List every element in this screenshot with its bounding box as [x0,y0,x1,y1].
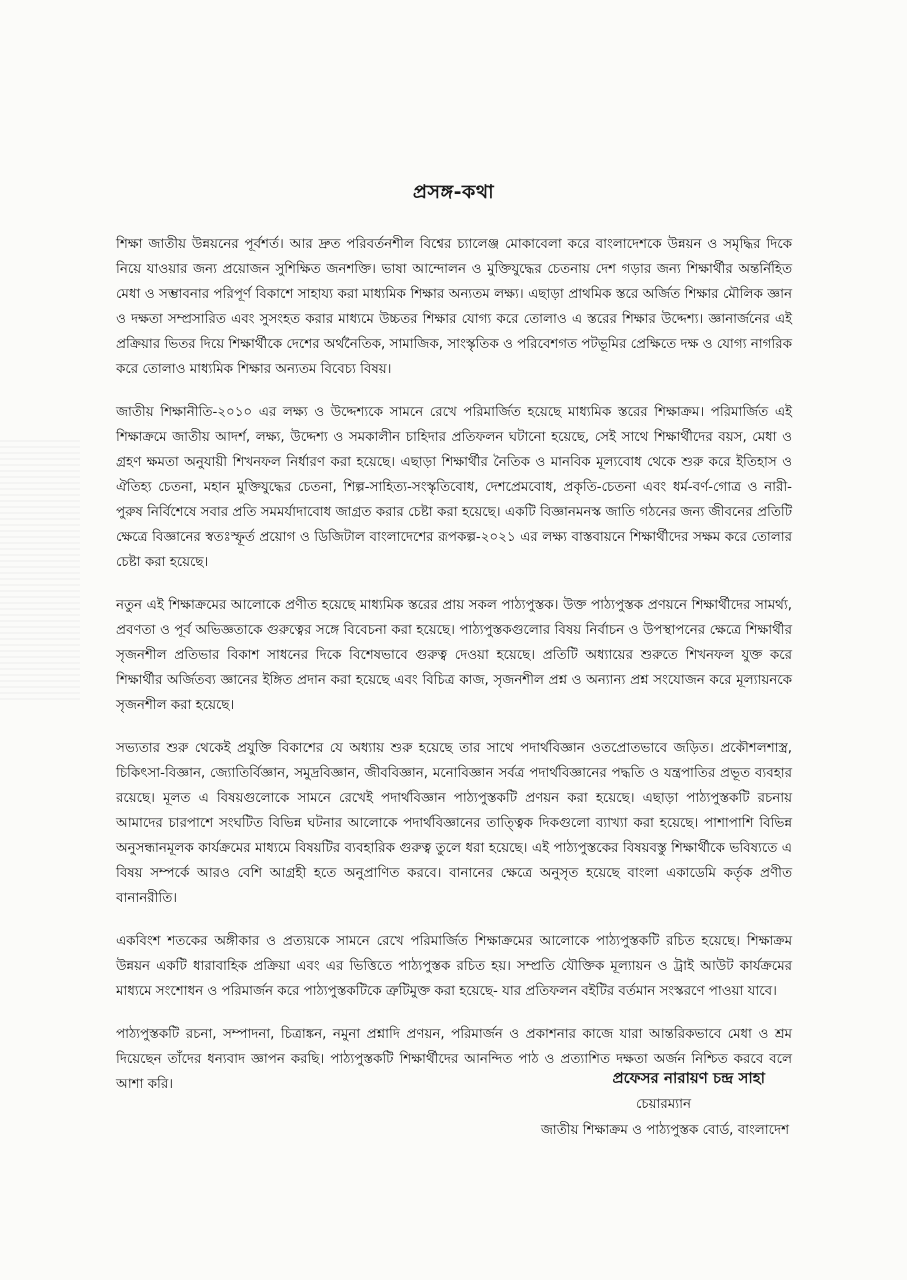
body-text [116,232,792,1115]
signatory-role: চেয়ারম্যান [636,1097,691,1112]
paragraph-2: জাতীয় শিক্ষানীতি-২০১০ এর লক্ষ্য ও উদ্দেশ্যকে সামনে রেখে পরিমার্জিত হয়েছে মাধ্যমিক স্তরের শিক্ষাক্রম। পরিমার্জিত এই শিক্ষাক্রমে জাতীয় আদর্শ, লক্ষ্য, উদ্দেশ্য ও সমকালীন চাহিদার প্রতিফলন ঘটানো হয়েছে, সেই সাথে শিক্ষার্থীদের বয়স, মেধা ও গ্রহণ ক্ষমতা অনুযায়ী শিখনফল নির্ধারণ করা হয়েছে। এছাড়া শিক্ষার্থীর নৈতিক ও মানবিক মূল্যবোধ থেকে শুরু করে ইতিহাস ও ঐতিহ্য চেতনা, মহান মুক্তিযুদ্ধের চেতনা, শিল্প-সাহিত্য-সংস্কৃতিবোধ, দেশপ্রেমবোধ, প্রকৃতি-চেতনা এবং ধর্ম-বর্ণ-গোত্র ও নারী-পুরুষ নির্বিশেষে সবার প্রতি সমমর্যাদাবোধ জাগ্রত করার চেষ্টা করা হয়েছে। একটি বিজ্ঞানমনস্ক জাতি গঠনের জন্য জীবনের প্রতিটি ক্ষেত্রে বিজ্ঞানের স্বতঃস্ফূর্ত প্রয়োগ ও ডিজিটাল বাংলাদেশের রূপকল্প-২০২১ এর লক্ষ্য বাস্তবায়নে শিক্ষার্থীদের সক্ষম করে তোলার চেষ্টা করা হয়েছে। [116,405,792,570]
scan-edge-shadow [0,440,80,700]
paragraph-6: পাঠ্যপুস্তকটি রচনা, সম্পাদনা, চিত্রাঙ্কন, নমুনা প্রশ্নাদি প্রণয়ন, পরিমার্জন ও প্রকাশনার কাজে যারা আন্তরিকভাবে মেধা ও শ্রম দিয়েছেন তাঁদের ধন্যবাদ জ্ঞাপন করছি। পাঠ্যপুস্তকটি শিক্ষার্থীদের আনন্দিত পাঠ ও প্রত্যাশিত দক্ষতা অর্জন নিশ্চিত করবে বলে আশা করি। [116,1027,792,1092]
paragraph-5: একবিংশ শতকের অঙ্গীকার ও প্রত্যয়কে সামনে রেখে পরিমার্জিত শিক্ষাক্রমের আলোকে পাঠ্যপুস্তকটি রচিত হয়েছে। শিক্ষাক্রম উন্নয়ন একটি ধারাবাহিক প্রক্রিয়া এবং এর ভিত্তিতে পাঠ্যপুস্তক রচিত হয়। সম্প্রতি যৌক্তিক মূল্যায়ন ও ট্রাই আউট কার্যক্রমের মাধ্যমে সংশোধন ও পরিমার্জন করে পাঠ্যপুস্তকটিকে ত্রুটিমুক্ত করা হয়েছে- যার প্রতিফলন বইটির বর্তমান সংস্করণে পাওয়া যাবে। [116,934,792,999]
paragraph-4: সভ্যতার শুরু থেকেই প্রযুক্তি বিকাশের যে অধ্যায় শুরু হয়েছে তার সাথে পদার্থবিজ্ঞান ওতপ্রোতভাবে জড়িত। প্রকৌশলশাস্ত্র, চিকিৎসা-বিজ্ঞান, জ্যোতির্বিজ্ঞান, সমুদ্রবিজ্ঞান, জীববিজ্ঞান, মনোবিজ্ঞান সর্বত্র পদার্থবিজ্ঞানের পদ্ধতি ও যন্ত্রপাতির প্রভূত ব্যবহার রয়েছে। মূলত এ বিষয়গুলোকে সামনে রেখেই পদার্থবিজ্ঞান পাঠ্যপুস্তকটি প্রণয়ন করা হয়েছে। এছাড়া পাঠ্যপুস্তকটি রচনায় আমাদের চারপাশে সংঘটিত বিভিন্ন ঘটনার আলোকে পদার্থবিজ্ঞানের তাত্ত্বিক দিকগুলো ব্যাখ্যা করা হয়েছে। পাশাপাশি বিভিন্ন অনুসন্ধানমূলক কার্যক্রমের মাধ্যমে বিষয়টির ব্যবহারিক গুরুত্ব তুলে ধরা হয়েছে। এই পাঠ্যপুস্তকের বিষয়বস্তু শিক্ষার্থীকে ভবিষ্যতে এ বিষয় সম্পর্কে আরও বেশি আগ্রহী হতে অনুপ্রাণিত করবে। বানানের ক্ষেত্রে অনুসৃত হয়েছে বাংলা একাডেমি কর্তৃক প্রণীত বানানরীতি। [116,741,792,906]
signatory-organization: জাতীয় শিক্ষাক্রম ও পাঠ্যপুস্তক বোর্ড, বাংলাদেশ [540,1123,789,1138]
paragraph-1: শিক্ষা জাতীয় উন্নয়নের পূর্বশর্ত। আর দ্রুত পরিবর্তনশীল বিশ্বের চ্যালেঞ্জ মোকাবেলা করে বাংলাদেশকে উন্নয়ন ও সমৃদ্ধির দিকে নিয়ে যাওয়ার জন্য প্রয়োজন সুশিক্ষিত জনশক্তি। ভাষা আন্দোলন ও মুক্তিযুদ্ধের চেতনায় দেশ গড়ার জন্য শিক্ষার্থীর অন্তর্নিহিত মেধা ও সম্ভাবনার পরিপূর্ণ বিকাশে সাহায্য করা মাধ্যমিক শিক্ষার অন্যতম লক্ষ্য। এছাড়া প্রাথমিক স্তরে অর্জিত শিক্ষার মৌলিক জ্ঞান ও দক্ষতা সম্প্রসারিত এবং সুসংহত করার মাধ্যমে উচ্চতর শিক্ষার যোগ্য করে তোলাও এ স্তরের শিক্ষার উদ্দেশ্য। জ্ঞানার্জনের এই প্রক্রিয়ার ভিতর দিয়ে শিক্ষার্থীকে দেশের অর্থনৈতিক, সামাজিক, সাংস্কৃতিক ও পরিবেশগত পটভূমির প্রেক্ষিতে দক্ষ ও যোগ্য নাগরিক করে তোলাও মাধ্যমিক শিক্ষার অন্যতম বিবেচ্য বিষয়। [116,237,792,377]
page-title: প্রসঙ্গ-কথা [412,181,495,203]
paragraph-3: নতুন এই শিক্ষাক্রমের আলোকে প্রণীত হয়েছে মাধ্যমিক স্তরের প্রায় সকল পাঠ্যপুস্তক। উক্ত পাঠ্যপুস্তক প্রণয়নে শিক্ষার্থীদের সামর্থ্য, প্রবণতা ও পূর্ব অভিজ্ঞতাকে গুরুত্বের সঙ্গে বিবেচনা করা হয়েছে। পাঠ্যপুস্তকগুলোর বিষয় নির্বাচন ও উপস্থাপনের ক্ষেত্রে শিক্ষার্থীর সৃজনশীল প্রতিভার বিকাশ সাধনের দিকে বিশেষভাবে গুরুত্ব দেওয়া হয়েছে। প্রতিটি অধ্যায়ের শুরুতে শিখনফল যুক্ত করে শিক্ষার্থীর অর্জিতব্য জ্ঞানের ইঙ্গিত প্রদান করা হয়েছে এবং বিচিত্র কাজ, সৃজনশীল প্রশ্ন ও অন্যান্য প্রশ্ন সংযোজন করে মূল্যায়নকে সৃজনশীল করা হয়েছে। [116,598,792,713]
signatory-name: প্রফেসর নারায়ণ চন্দ্র সাহা [612,1069,765,1087]
signature-block [389,1064,789,1144]
